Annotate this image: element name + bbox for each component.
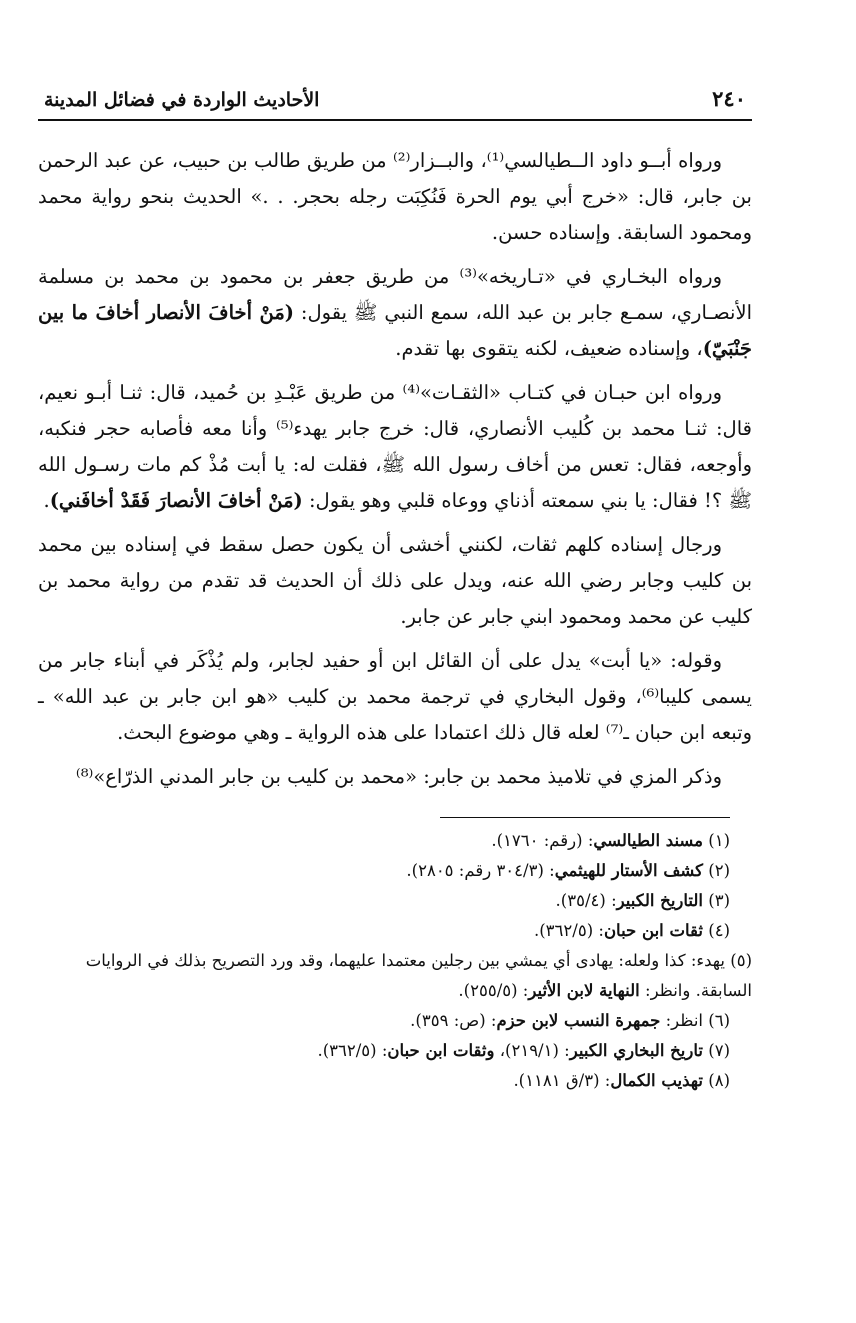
footnote-emphasis: النهاية لابن الأثير	[528, 981, 640, 1000]
paragraph-text: ، وإسناده ضعيف، لكنه يتقوى بها تقدم.	[395, 337, 703, 360]
footnote-number: (٣)	[703, 891, 730, 910]
footnote-text: : (٣٦٢/٥).	[317, 1041, 388, 1060]
footnote	[38, 1036, 730, 1066]
footnotes	[38, 826, 752, 1096]
footnote-number: (٥)	[725, 951, 752, 970]
footnote-emphasis: وثقات ابن حبان	[387, 1041, 495, 1060]
book-page	[38, 86, 752, 1096]
running-title: الأحاديث الواردة في فضائل المدينة	[44, 89, 320, 111]
footnote-text: انظر:	[660, 1011, 703, 1030]
paragraph	[38, 527, 752, 635]
footnote-number: (٢)	[703, 861, 730, 880]
paragraph-emphasis: (مَنْ أخافَ الأنصار أخافَ ما بين جَنْبَيّ)	[38, 301, 752, 360]
footnote-emphasis: التاريخ الكبير	[616, 891, 703, 910]
footnote-text: : (رقم: ١٧٦٠).	[491, 831, 594, 850]
page-number: ٢٤٠	[712, 86, 746, 111]
footnote	[38, 1006, 730, 1036]
footnote-text: يهدء: كذا ولعله: يهادى أي يمشي بين رجلين معتمدا عليهما، وقد ورد التصريح بذلك في الروايات السابقة. وانظر:	[85, 951, 752, 1000]
paragraph-text: وذكر المزي في تلاميذ محمد بن جابر: «محمد بن كليب بن جابر المدني الذرّاع»⁽⁸⁾	[75, 765, 722, 788]
main-text	[38, 143, 752, 795]
footnote-emphasis: كشف الأستار للهيثمي	[554, 861, 703, 880]
footnote	[38, 1066, 730, 1096]
paragraph	[38, 375, 752, 519]
paragraph	[38, 143, 752, 251]
footnote-emphasis: جمهرة النسب لابن حزم	[496, 1011, 661, 1030]
paragraph	[38, 259, 752, 367]
footnote-emphasis: ثقات ابن حبان	[603, 921, 703, 940]
footnote-number: (٧)	[703, 1041, 730, 1060]
paragraph	[38, 759, 752, 795]
footnote-text: : (٢١٩/١)،	[494, 1041, 570, 1060]
footnote-number: (٤)	[703, 921, 730, 940]
paragraph-text: .	[43, 489, 50, 512]
paragraph-text: ورجال إسناده كلهم ثقات، لكنني أخشى أن يكون حصل سقط في إسناده بين محمد بن كليب وجابر رضي الله عنه، ويدل على ذلك أن الحديث قد تقدم من رواية محمد بن كليب عن محمد ومحمود ابني جابر عن جابر.	[38, 533, 752, 628]
footnote	[38, 826, 730, 856]
footnote-emphasis: تهذيب الكمال	[610, 1071, 703, 1090]
paragraph-text: ورواه البخـاري في «تـاريخه»⁽³⁾ من طريق جعفر بن محمود بن محمد بن مسلمة الأنصـاري، سمـع جابر بن عبد الله، سمع النبي ﷺ يقول:	[38, 265, 752, 324]
paragraph	[38, 643, 752, 751]
paragraph-text: ورواه ابن حبـان في كتـاب «الثقـات»⁽⁴⁾ من طريق عَبْـدِ بن حُميد، قال: ثنـا أبـو نعيم، قال: ثنـا محمد بن كُليب الأنصاري، قال: خرج جابر يهدء⁽⁵⁾ وأنا معه فأصابه حجر فنكبه، وأوجعه، فقال: تعس من أخاف رسول الله ﷺ، فقلت له: يا أبت مُذْ كم مات رسـول الله ﷺ ؟! فقال: يا بني سمعته أذناي ووعاه قلبي وهو يقول:	[38, 381, 752, 512]
footnote-text: : (٣/ق ١١٨١).	[513, 1071, 611, 1090]
footnote	[38, 916, 730, 946]
footnote-text: : (٣٥/٤).	[555, 891, 617, 910]
footnote	[38, 946, 752, 1006]
paragraph-emphasis: (مَنْ أخافَ الأنصارَ فَقَدْ أخافَني)	[49, 489, 303, 512]
footnote-emphasis: تاريخ البخاري الكبير	[569, 1041, 703, 1060]
footnote-number: (١)	[703, 831, 730, 850]
footnote-number: (٨)	[703, 1071, 730, 1090]
footnote	[38, 856, 730, 886]
footnote-divider	[440, 817, 730, 818]
footnote-emphasis: مسند الطيالسي	[593, 831, 703, 850]
footnote-text: : (٣٦٢/٥).	[533, 921, 604, 940]
footnote-text: : (٣٠٤/٣ رقم: ٢٨٠٥).	[406, 861, 555, 880]
footnote-text: : (ص: ٣٥٩).	[410, 1011, 497, 1030]
paragraph-text: ورواه أبــو داود الــطيالسي⁽¹⁾، والبــزار⁽²⁾ من طريق طالب بن حبيب، عن عبد الرحمن بن جابر، قال: «خرج أبي يوم الحرة فَنُكِبَت رجله بحجر. . .» الحديث بنحو رواية محمد ومحمود السابقة. وإسناده حسن.	[38, 149, 752, 244]
paragraph-text: وقوله: «يا أبت» يدل على أن القائل ابن أو حفيد لجابر، ولم يُذْكَر في أبناء جابر من يسمى كليبا⁽⁶⁾، وقول البخاري في ترجمة محمد بن كليب «هو ابن جابر بن عبد الله» ـ وتبعه ابن حبان ـ⁽⁷⁾ لعله قال ذلك اعتمادا على هذه الرواية ـ وهي موضوع البحث.	[38, 649, 752, 744]
page-header	[38, 86, 752, 121]
footnote-text: : (٢٥٥/٥).	[458, 981, 529, 1000]
footnote	[38, 886, 730, 916]
footnote-number: (٦)	[703, 1011, 730, 1030]
